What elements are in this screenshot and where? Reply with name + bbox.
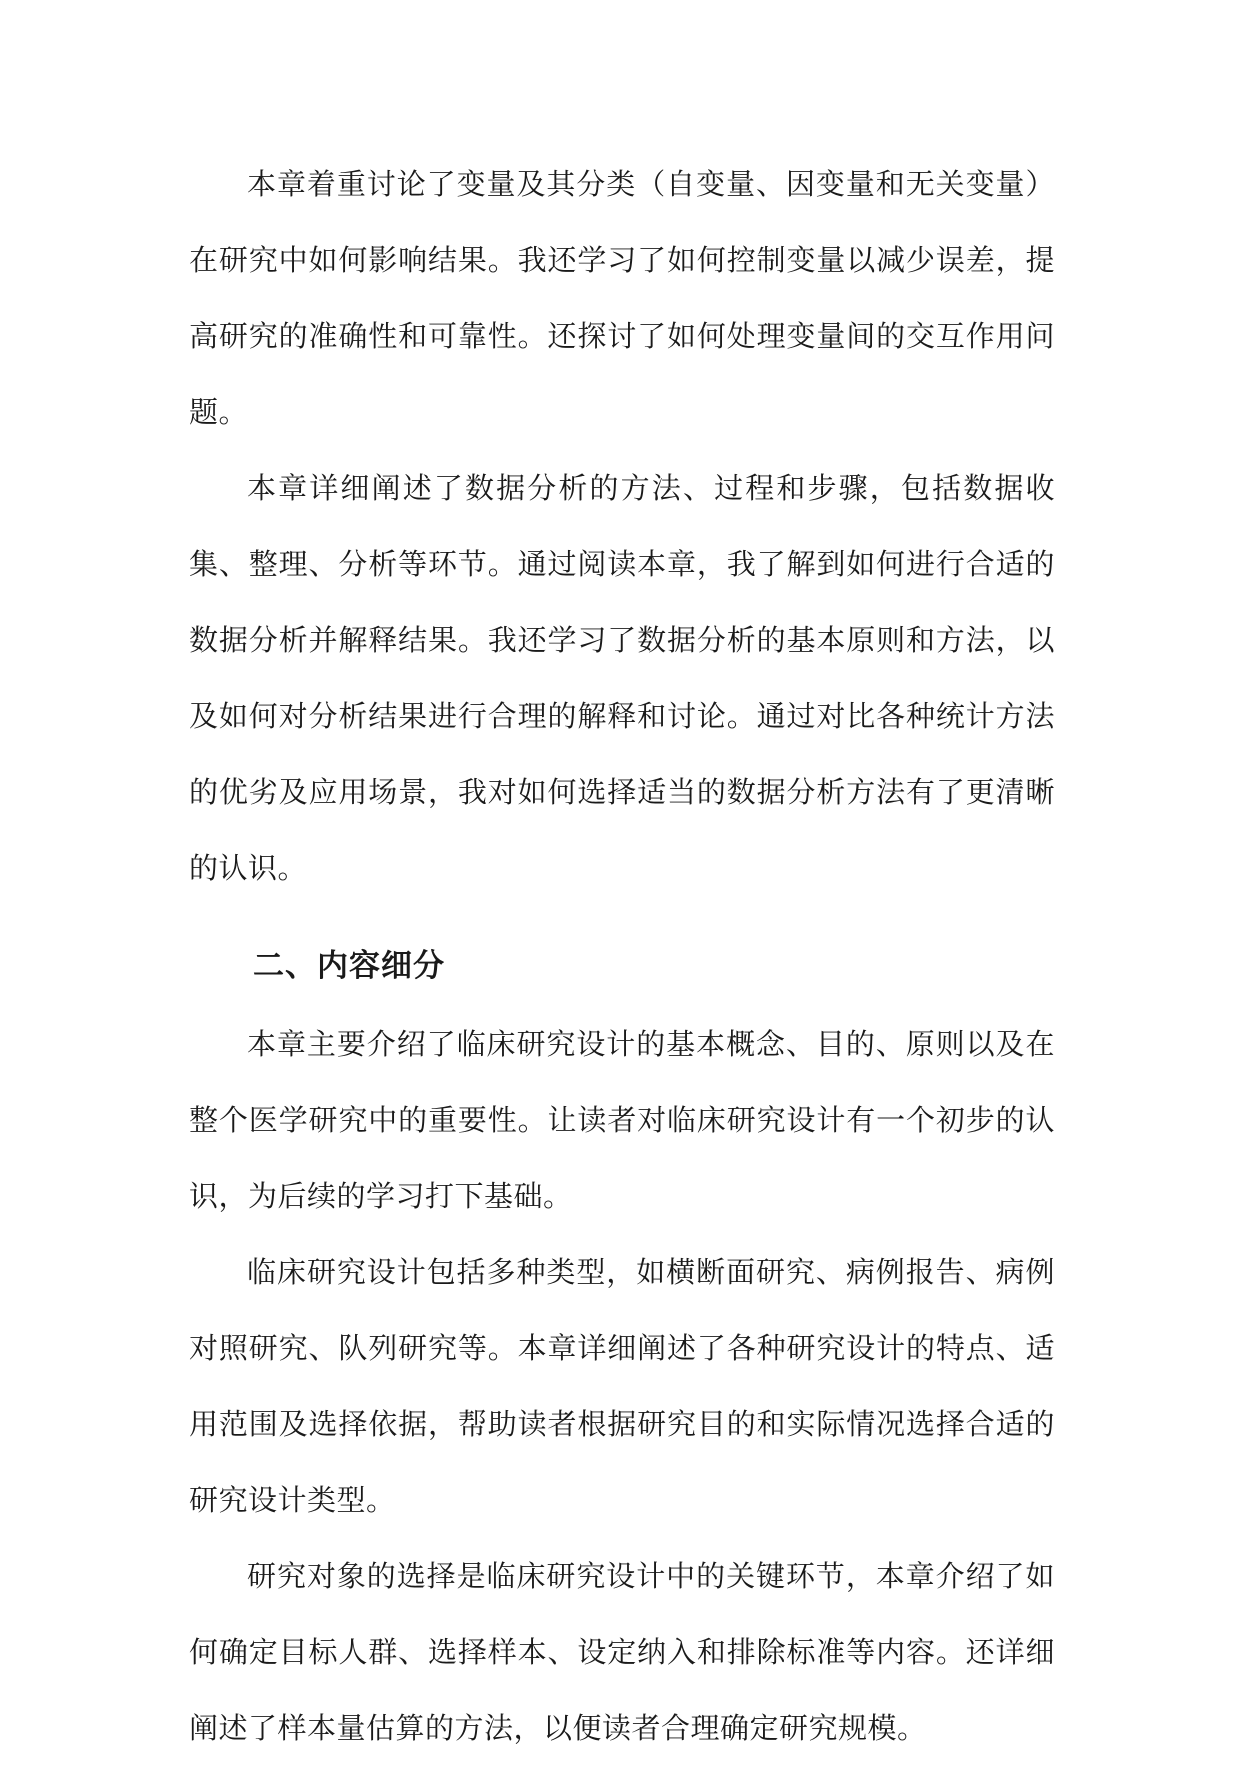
- paragraph-subject-selection: 研究对象的选择是临床研究设计中的关键环节，本章介绍了如何确定目标人群、选择样本、设定纳入和排除标准等内容。还详细阐述了样本量估算的方法，以便读者合理确定研究规模。: [189, 1559, 1055, 1745]
- document-body: [189, 146, 1055, 1766]
- paragraph-variables: 本章着重讨论了变量及其分类（自变量、因变量和无关变量）在研究中如何影响结果。我还学习了如何控制变量以减少误差，提高研究的准确性和可靠性。还探讨了如何处理变量间的交互作用问题。: [189, 167, 1055, 429]
- paragraph-design-types: 临床研究设计包括多种类型，如横断面研究、病例报告、病例对照研究、队列研究等。本章详细阐述了各种研究设计的特点、适用范围及选择依据，帮助读者根据研究目的和实际情况选择合适的研究设计类型。: [189, 1255, 1055, 1517]
- paragraph-data-analysis: 本章详细阐述了数据分析的方法、过程和步骤，包括数据收集、整理、分析等环节。通过阅读本章，我了解到如何进行合适的数据分析并解释结果。我还学习了数据分析的基本原则和方法，以及如何对分析结果进行合理的解释和讨论。通过对比各种统计方法的优劣及应用场景，我对如何选择适当的数据分析方法有了更清晰的认识。: [189, 471, 1055, 885]
- paragraph-clinical-design-intro: 本章主要介绍了临床研究设计的基本概念、目的、原则以及在整个医学研究中的重要性。让读者对临床研究设计有一个初步的认识，为后续的学习打下基础。: [189, 1027, 1055, 1213]
- section-heading-content-breakdown: 二、内容细分: [253, 948, 445, 984]
